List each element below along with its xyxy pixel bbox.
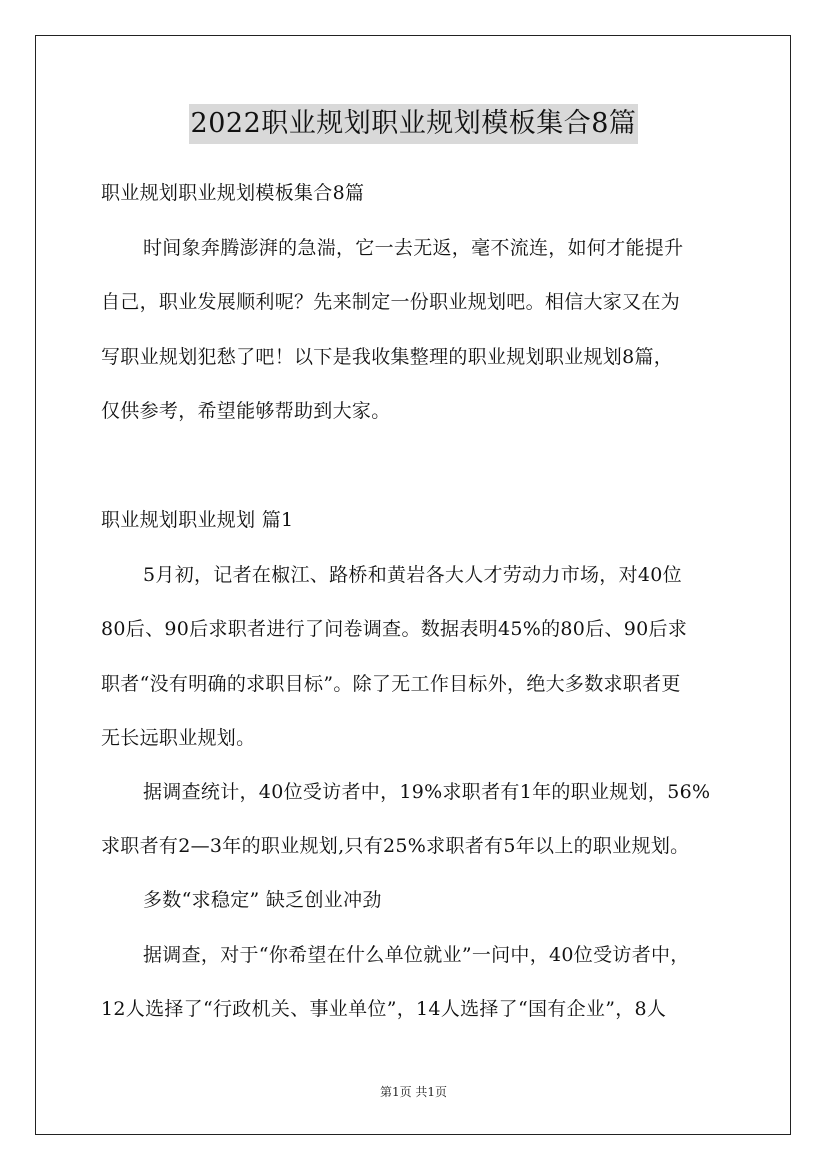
paragraph-line: 写职业规划犯愁了吧！以下是我收集整理的职业规划职业规划8篇，	[101, 346, 674, 368]
paragraph-line: 自己，职业发展顺利呢？先来制定一份职业规划吧。相信大家又在为	[101, 291, 681, 313]
document-title: 2022职业规划职业规划模板集合8篇	[189, 104, 639, 144]
paragraph-line: 5月初，记者在椒江、路桥和黄岩各大人才劳动力市场，对40位	[143, 564, 682, 586]
paragraph-line: 据调查统计，40位受访者中，19%求职者有1年的职业规划，56%	[143, 781, 711, 803]
paragraph-line: 12人选择了“行政机关、事业单位”，14人选择了“国有企业”，8人	[101, 998, 667, 1020]
page-footer: 第1页 共1页	[379, 1085, 448, 1099]
paragraph-line: 时间象奔腾澎湃的急湍，它一去无返，毫不流连，如何才能提升	[143, 237, 684, 259]
subtitle-line: 职业规划职业规划模板集合8篇	[101, 182, 365, 204]
paragraph-line: 仅供参考，希望能够帮助到大家。	[101, 400, 391, 422]
section-heading: 职业规划职业规划 篇1	[101, 509, 294, 531]
title-container	[0, 104, 827, 144]
paragraph-line: 职者“没有明确的求职目标”。除了无工作目标外，绝大多数求职者更	[101, 673, 681, 695]
paragraph-line: 求职者有2—3年的职业规划,只有25%求职者有5年以上的职业规划。	[101, 835, 690, 857]
paragraph-line: 据调查，对于“你希望在什么单位就业”一问中，40位受访者中，	[143, 944, 690, 966]
paragraph-line: 无长远职业规划。	[101, 727, 256, 749]
subheading-line: 多数“求稳定” 缺乏创业冲劲	[143, 889, 382, 911]
paragraph-line: 80后、90后求职者进行了问卷调查。数据表明45%的80后、90后求	[101, 618, 688, 640]
